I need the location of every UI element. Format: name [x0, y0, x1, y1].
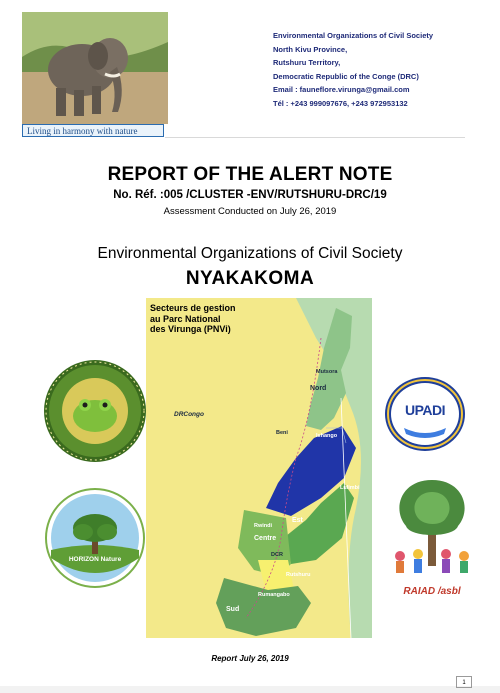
report-reference: No. Réf. :005 /CLUSTER -ENV/RUTSHURU-DRC/19 — [113, 189, 387, 201]
organization-contact-block — [273, 29, 493, 111]
organization-logo — [22, 12, 168, 140]
org-name-line: Environmental Organizations of Civil Society — [273, 31, 434, 40]
tree-children-icon — [380, 470, 484, 588]
organization-name: Environmental Organizations of Civil Society — [97, 245, 403, 262]
map-label-rumangabo: Rumangabo — [258, 592, 290, 598]
raiad-label: RAIAD /asbl — [403, 586, 461, 597]
province-line: North Kivu Province, — [273, 44, 348, 54]
report-title: REPORT OF THE ALERT NOTE — [107, 164, 393, 185]
raiad-logo — [380, 470, 484, 602]
map-label-rwindi: Rwindi — [254, 523, 273, 529]
header-divider — [165, 137, 465, 138]
map-label-lulimbi: Lulimbi — [340, 485, 360, 491]
map-title-line-1: Secteurs de gestion — [150, 303, 236, 313]
map-label-ishango: Ishango — [316, 433, 338, 439]
site-name: NYAKAKOMA — [185, 268, 315, 289]
map-label-centre: Centre — [254, 535, 277, 542]
map-label-dcr: DCR — [271, 552, 283, 558]
report-date: Report July 26, 2019 — [211, 654, 289, 663]
tree-icon — [45, 488, 145, 588]
upadi-label: UPADI — [404, 402, 446, 418]
map-label-est: Est — [292, 517, 303, 524]
map-label-rutshuru: Rutshuru — [286, 572, 311, 578]
map-title-line-3: des Virunga (PNVi) — [150, 324, 231, 334]
upadi-logo — [384, 376, 466, 452]
map-label-nord: Nord — [310, 385, 327, 392]
assessment-date: Assessment Conducted on July 26, 2019 — [163, 206, 337, 217]
map-country-label: DRCongo — [174, 411, 204, 418]
bureau-etudes-logo — [42, 358, 148, 464]
territory-line: Rutshuru Territory, — [273, 58, 341, 68]
map-legend-title — [150, 303, 270, 335]
map-label-mutsora: Mutsora — [316, 369, 338, 375]
email-line: Email : fauneflore.virunga@gmail.com — [273, 85, 410, 95]
logo-caption: Living in harmony with nature — [22, 124, 164, 137]
elephant-photo — [22, 12, 168, 124]
phone-line: Tél : +243 999097676, +243 972953132 — [273, 98, 408, 108]
park-sectors-map — [146, 298, 372, 638]
page-edge — [0, 686, 500, 693]
map-label-beni: Beni — [276, 430, 288, 436]
country-line: Democratic Republic of the Conge (DRC) — [273, 71, 419, 81]
horizon-label: HORIZON Nature — [68, 556, 122, 563]
page-number: 1 — [456, 676, 472, 688]
map-label-sud: Sud — [226, 606, 240, 613]
map-title-line-2: au Parc National — [150, 313, 221, 324]
horizon-nature-logo — [45, 488, 145, 588]
